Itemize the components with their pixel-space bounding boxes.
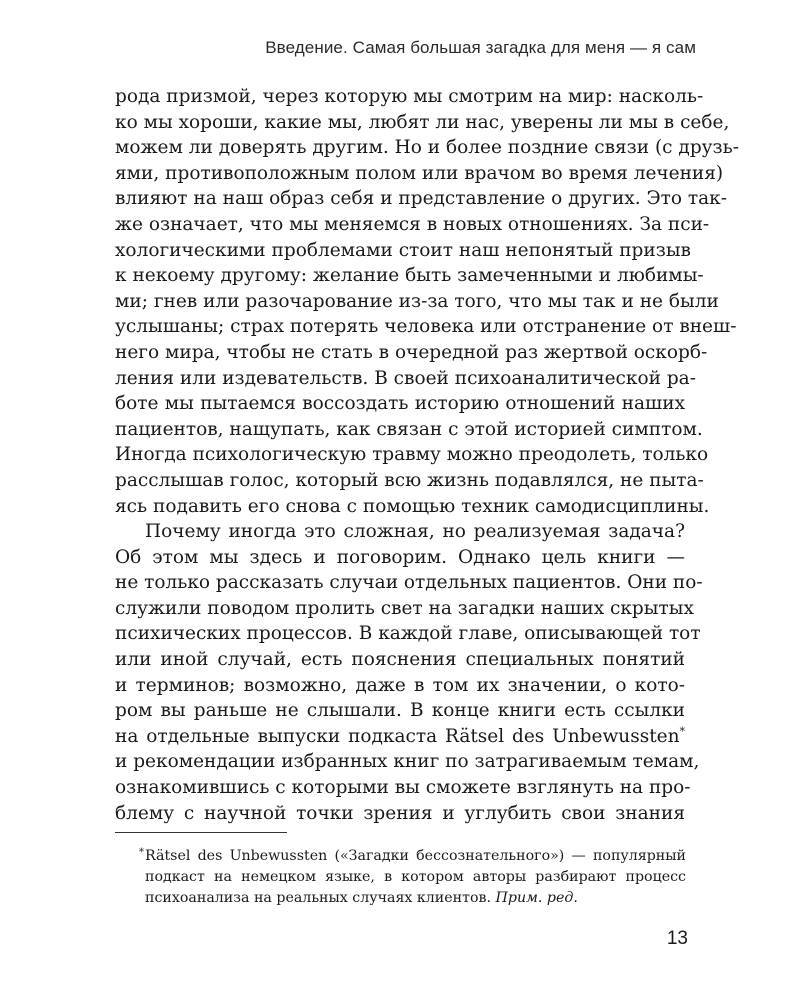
body-line: хологическими проблемами стоит наш непонятый призыв [115, 239, 691, 261]
body-line: психических процессов. В каждой главе, описывающей тот [115, 623, 701, 645]
body-line: или иной случай, есть пояснения специальных понятий [115, 649, 685, 671]
body-line: ко мы хороши, какие мы, любят ли нас, уверены ли мы в себе, [115, 111, 730, 133]
body-line: служили поводом пролить свет на загадки наших скрытых [115, 597, 694, 619]
body-line: Об этом мы здесь и поговорим. Однако цель книги — [115, 546, 685, 568]
body-line: Иногда психологическую травму можно преодолеть, только [115, 444, 709, 466]
body-line: к некоему другому: желание быть замеченными и любимы- [115, 265, 704, 287]
body-line: не только рассказать случаи отдельных пациентов. Они по- [115, 572, 703, 594]
body-line-with-footnote-ref [115, 724, 685, 750]
body-line-text: на отдельные выпуски подкаста Rätsel des Unbewussten [115, 725, 680, 747]
body-line: и рекомендации избранных книг по затрагиваемым темам, [115, 751, 700, 773]
body-line: пациентов, нащупать, как связан с этой историей симптом. [115, 418, 703, 440]
body-line: ознакомившись с которыми вы сможете взглянуть на про- [115, 777, 691, 799]
footnote-line: подкаст на немецком языке, в котором авторы разбирают процесс [145, 869, 686, 885]
footnote-divider [115, 832, 287, 833]
body-line: боте мы пытаемся воссоздать историю отношений наших [115, 393, 685, 415]
footnote-line: Rätsel des Unbewussten («Загадки бессознательного») — популярный [145, 848, 686, 864]
body-line: же означает, что мы меняемся в новых отношениях. За пси- [115, 213, 710, 235]
footnote-line [145, 888, 686, 909]
editor-note: Прим. ред. [495, 890, 578, 906]
body-line: рода призмой, через которую мы смотрим на мир: насколь- [115, 86, 704, 107]
body-line: влияют на наш образ себя и представление о других. Это так- [115, 188, 727, 210]
footnote-reference[interactable]: * [679, 724, 685, 738]
running-head: Введение. Самая большая загадка для меня — я сам [265, 38, 696, 57]
body-line: можем ли доверять другим. Но и более поздние связи (с друзь- [115, 137, 739, 159]
footnote-line-text: психоанализа на реальных случаях клиентов. [145, 890, 491, 906]
body-text [115, 84, 739, 826]
body-line: Почему иногда это сложная, но реализуемая задача? [145, 521, 685, 543]
body-line: услышаны; страх потерять человека или отстранение от внеш- [115, 316, 737, 338]
body-line: ями, противоположным полом или врачом во время лечения) [115, 162, 724, 184]
body-line: ясь подавить его снова с помощью техник самодисциплины. [115, 495, 710, 517]
body-line: расслышав голос, который всю жизнь подавлялся, не пыта- [115, 469, 704, 491]
body-line: него мира, чтобы не стать в очередной раз жертвой оскорб- [115, 341, 708, 363]
body-line: ми; гнев или разочарование из-за того, что мы так и не были [115, 290, 719, 312]
body-line: ром вы раньше не слышали. В конце книги есть ссылки [115, 700, 685, 722]
body-line: и терминов; возможно, даже в том их значении, о кото- [115, 674, 685, 696]
page-number: 13 [666, 928, 688, 949]
body-line: ления или издевательств. В своей психоаналитической ра- [115, 367, 696, 389]
body-line: блему с научной точки зрения и углубить свои знания [115, 802, 685, 824]
footnote [139, 846, 686, 909]
footnote-marker: * [139, 847, 144, 858]
